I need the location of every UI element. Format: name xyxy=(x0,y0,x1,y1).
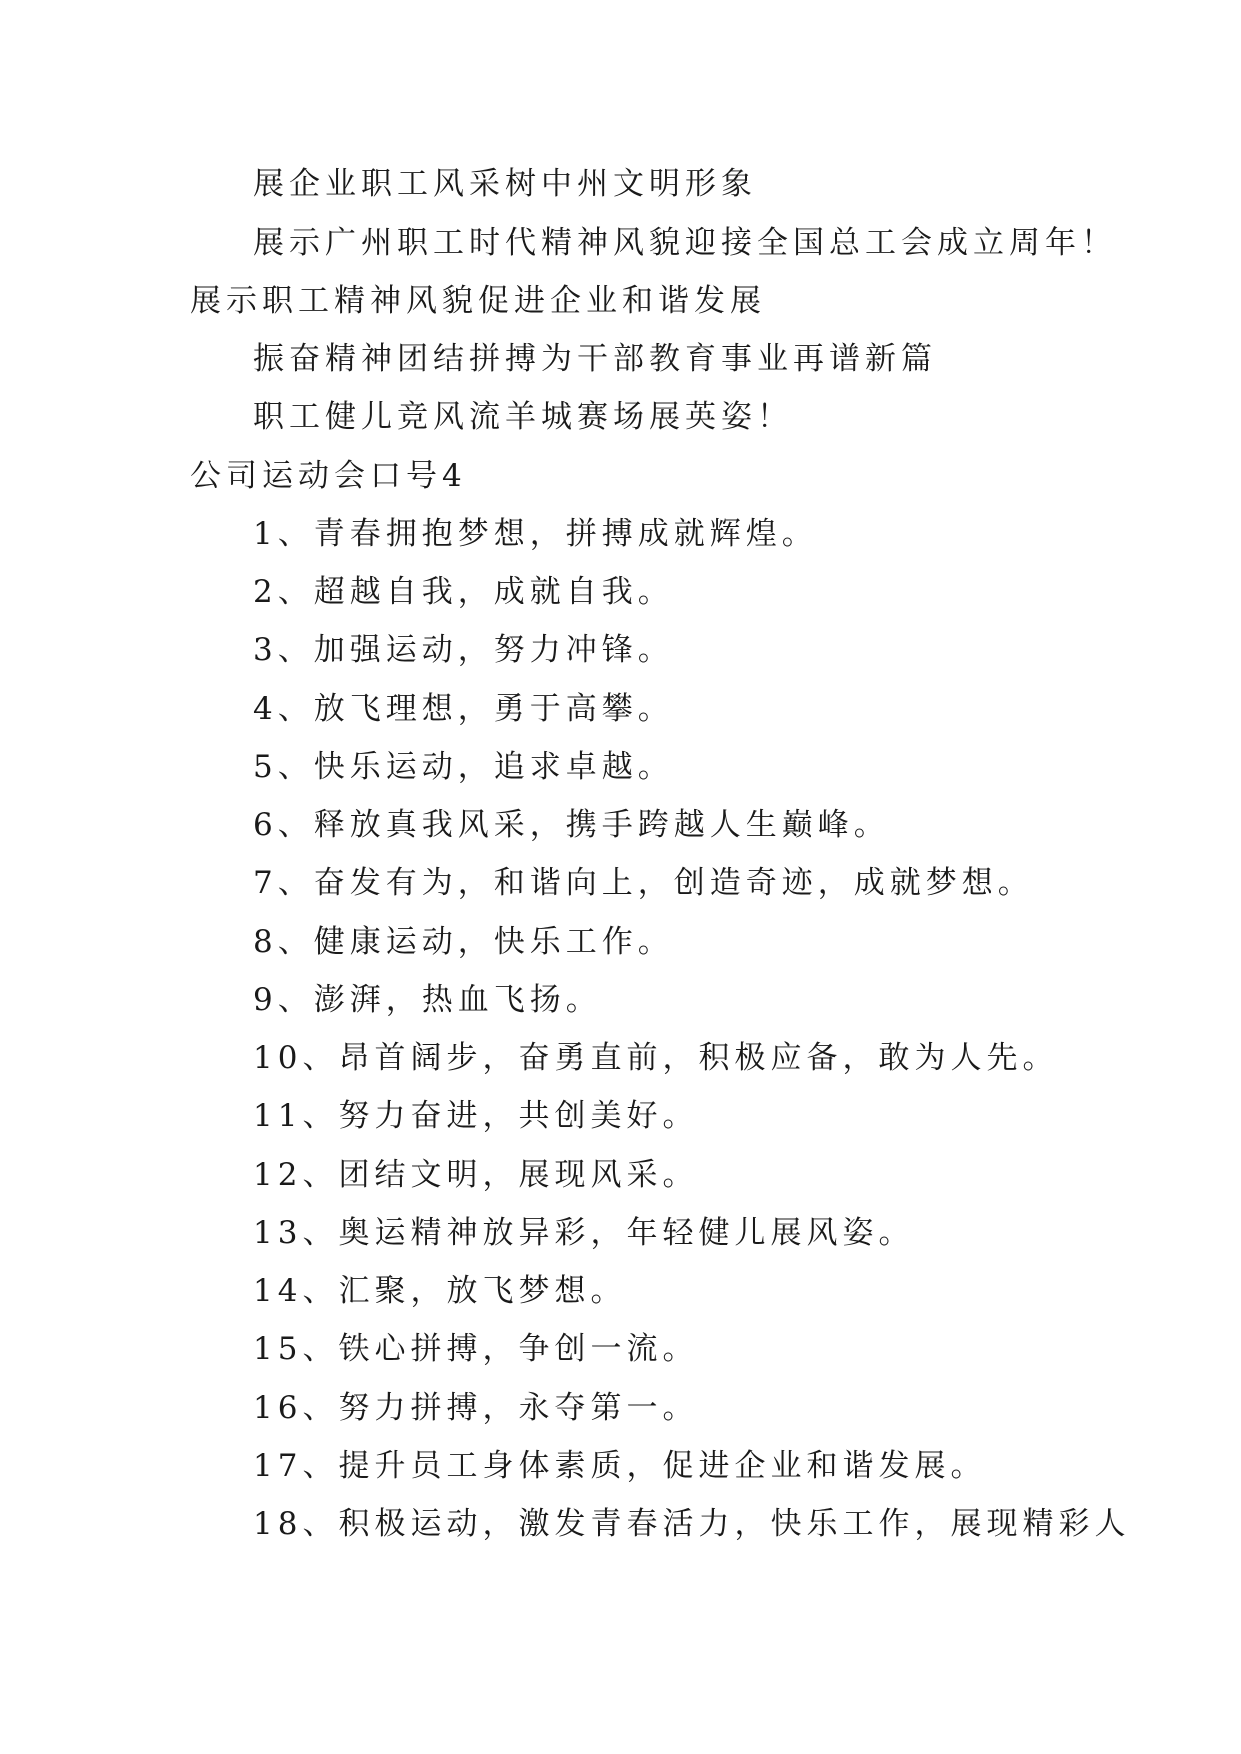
slogan-item: 13、奥运精神放异彩，年轻健儿展风姿。 xyxy=(253,1215,915,1251)
slogan-item: 6、释放真我风采，携手跨越人生巅峰。 xyxy=(253,807,890,843)
slogan-item: 17、提升员工身体素质，促进企业和谐发展。 xyxy=(253,1448,987,1484)
text-line: 展示广州职工时代精神风貌迎接全国总工会成立周年！ xyxy=(253,225,1117,261)
slogan-item: 11、努力奋进，共创美好。 xyxy=(253,1098,699,1134)
text-line: 展企业职工风采树中州文明形象 xyxy=(253,166,757,202)
section-heading: 公司运动会口号4 xyxy=(190,458,467,494)
text-line: 振奋精神团结拼搏为干部教育事业再谱新篇 xyxy=(253,341,937,377)
slogan-item: 3、加强运动，努力冲锋。 xyxy=(253,632,674,668)
slogan-item: 4、放飞理想，勇于高攀。 xyxy=(253,691,674,727)
text-line: 职工健儿竞风流羊城赛场展英姿！ xyxy=(253,399,793,435)
slogan-item: 15、铁心拼搏，争创一流。 xyxy=(253,1331,699,1367)
slogan-item: 16、努力拼搏，永夺第一。 xyxy=(253,1390,699,1426)
slogan-item: 9、澎湃，热血飞扬。 xyxy=(253,982,602,1018)
slogan-item: 10、昂首阔步，奋勇直前，积极应备，敢为人先。 xyxy=(253,1040,1059,1076)
text-line: 展示职工精神风貌促进企业和谐发展 xyxy=(190,283,766,319)
slogan-item: 8、健康运动，快乐工作。 xyxy=(253,924,674,960)
slogan-item: 5、快乐运动，追求卓越。 xyxy=(253,749,674,785)
slogan-item: 18、积极运动，激发青春活力，快乐工作，展现精彩人 xyxy=(253,1506,1131,1542)
slogan-item: 12、团结文明，展现风采。 xyxy=(253,1157,699,1193)
slogan-item: 1、青春拥抱梦想，拼搏成就辉煌。 xyxy=(253,516,818,552)
slogan-item: 14、汇聚，放飞梦想。 xyxy=(253,1273,627,1309)
slogan-item: 7、奋发有为，和谐向上，创造奇迹，成就梦想。 xyxy=(253,865,1034,901)
slogan-item: 2、超越自我，成就自我。 xyxy=(253,574,674,610)
